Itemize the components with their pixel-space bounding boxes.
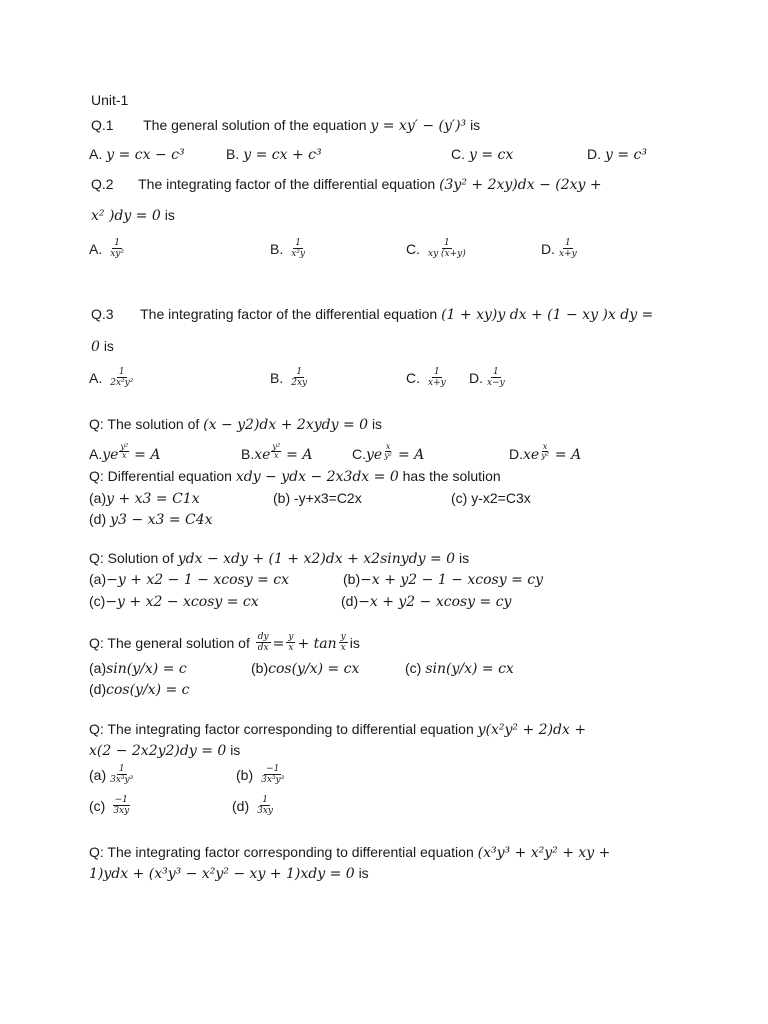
- option-2c[interactable]: C. $\frac{1}{xy (x+y)}$: [406, 238, 466, 259]
- option-8d[interactable]: (d) $\frac{1}{3xy}$: [232, 795, 274, 816]
- question-4: Q: The solution of (x − y2)dx + 2xydy = 0 is: [89, 416, 383, 433]
- question-3: Q.3 The integrating factor of the differential equation (1 + xy)y dx + (1 − xy )x dy =: [91, 306, 654, 323]
- option-7c[interactable]: (c) sin(y/x) = cx: [405, 660, 514, 677]
- question-2: Q.2 The integrating factor of the differential equation (3y² + 2xy)dx − (2xy +: [91, 176, 602, 193]
- option-8c[interactable]: (c) $\frac{-1}{3xy}$: [89, 795, 130, 816]
- question-5: Q: Differential equation xdy − ydx − 2x3dx = 0 has the solution: [89, 468, 501, 485]
- question-9-cont: 1)ydx + (x³y³ − x²y² − xy + 1)xdy = 0 is: [89, 865, 369, 882]
- option-1b[interactable]: B. y = cx + c³: [226, 146, 322, 163]
- option-1a[interactable]: A. y = cx − c³: [89, 146, 185, 163]
- question-9: Q: The integrating factor corresponding to differential equation (x³y³ + x²y² + xy +: [89, 844, 611, 861]
- option-4b[interactable]: B.xe $\frac{\text{y²}}{x}$ = A: [241, 441, 313, 463]
- option-6d[interactable]: (d)−x + y2 − xcosy = cy: [341, 593, 512, 610]
- question-6: Q: Solution of ydx − xdy + (1 + x2)dx + x2sinydy = 0 is: [89, 550, 470, 567]
- option-5a[interactable]: (a)y + x3 = C1x: [89, 490, 200, 507]
- option-6c[interactable]: (c)−y + x2 − xcosy = cx: [89, 593, 259, 610]
- option-2a[interactable]: A. $\frac{1}{\text{xy²}}$: [89, 238, 125, 259]
- option-1d[interactable]: D. y = c³: [587, 146, 647, 163]
- option-5c[interactable]: (c) y-x2=C3x: [451, 490, 531, 506]
- question-8: Q: The integrating factor corresponding to differential equation y(x²y² + 2)dx +: [89, 721, 587, 738]
- option-5d[interactable]: (d) y3 − x3 = C4x: [89, 511, 213, 528]
- option-8b[interactable]: (b) $\frac{-1}{\text{3x³y³}}$: [236, 764, 285, 785]
- option-7b[interactable]: (b)cos(y/x) = cx: [251, 660, 360, 677]
- option-3d[interactable]: D. $\frac{1}{x-y}$: [469, 367, 505, 388]
- question-math: y = xy′ − (y′)³: [370, 118, 467, 134]
- option-3b[interactable]: B. $\frac{1}{2xy}$: [270, 367, 308, 388]
- option-4d[interactable]: D.xe $\frac{x}{\text{y²}}$ = A: [509, 441, 582, 463]
- option-6a[interactable]: (a)−y + x2 − 1 − xcosy = cx: [89, 571, 289, 588]
- option-7d[interactable]: (d)cos(y/x) = c: [89, 681, 190, 698]
- unit-title: Unit-1: [91, 92, 129, 108]
- question-3-cont: 0 is: [91, 338, 114, 355]
- question-tail: is: [470, 117, 481, 133]
- question-text: The general solution of the equation: [143, 117, 367, 133]
- option-3c[interactable]: C. $\frac{1}{x+y}$: [406, 367, 446, 388]
- option-8a[interactable]: (a) $\frac{1}{\text{3x³y³}}$: [89, 764, 134, 785]
- option-7a[interactable]: (a)sin(y/x) = c: [89, 660, 187, 677]
- option-5b[interactable]: (b) -y+x3=C2x: [273, 490, 362, 506]
- question-2-cont: x² )dy = 0 is: [91, 207, 175, 224]
- question-label: Q.1: [91, 117, 114, 133]
- question-1: [91, 116, 480, 135]
- option-6b[interactable]: (b)−x + y2 − 1 − xcosy = cy: [343, 571, 544, 588]
- option-4c[interactable]: C.ye $\frac{x}{\text{y²}}$ = A: [352, 441, 425, 463]
- option-2d[interactable]: D. $\frac{1}{x+y}$: [541, 238, 577, 259]
- question-8-cont: x(2 − 2x2y2)dy = 0 is: [89, 742, 241, 759]
- option-2b[interactable]: B. $\frac{1}{\text{x²y}}$: [270, 238, 306, 259]
- option-3a[interactable]: A. $\frac{1}{\text{2x²y²}}$: [89, 367, 134, 388]
- option-4a[interactable]: A.ye $\frac{\text{y²}}{x}$ = A: [89, 441, 161, 463]
- question-7: Q: The general solution of $\frac{dy}{dx}$ = $\frac{y}{x}$ + tan $\frac{y}{x}$ is: [89, 632, 360, 653]
- option-1c[interactable]: C. y = cx: [451, 146, 514, 163]
